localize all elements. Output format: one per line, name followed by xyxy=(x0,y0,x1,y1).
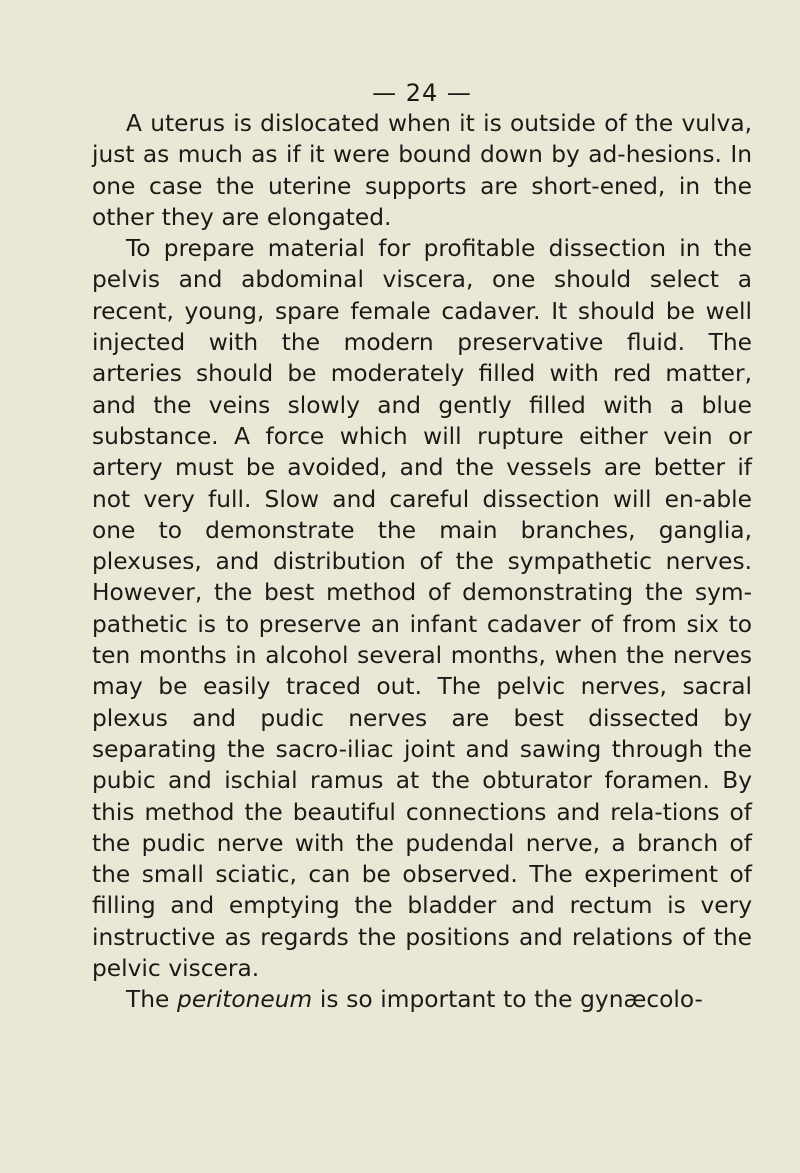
paragraph-lead: The xyxy=(126,986,178,1014)
italic-term: peritoneum xyxy=(177,986,313,1014)
paragraph xyxy=(92,984,752,1015)
paragraph: To prepare material for profitable dissection in the pelvis and abdominal viscera, one should select a recent, young, spare female cadaver. It should be well injected with the modern preservative fluid. The arteries should be moderately filled with red matter, and the veins slowly and gently filled with a blue substance. A force which will rupture either vein or artery must be avoided, and the vessels are better if not very full. Slow and careful dissection will en-able one to demonstrate the main branches, ganglia, plexuses, and distribution of the sympathetic nerves. However, the best method of demonstrating the sym-pathetic is to preserve an infant cadaver of from six to ten months in alcohol several months, when the nerves may be easily traced out. The pelvic nerves, sacral plexus and pudic nerves are best dissected by separating the sacro-iliac joint and sawing through the pubic and ischial ramus at the obturator foramen. By this method the beautiful connections and rela-tions of the pudic nerve with the pudendal nerve, a branch of the small sciatic, can be observed. The experiment of filling and emptying the bladder and rectum is very instructive as regards the positions and relations of the pelvic viscera. xyxy=(92,235,752,983)
paragraph: A uterus is dislocated when it is outside of the vulva, just as much as if it were bound down by ad-hesions. In one case the uterine supports are short-ened, in the other they are elongated. xyxy=(92,110,752,231)
body-text xyxy=(92,108,752,1016)
page-number: — 24 — xyxy=(372,79,472,107)
paragraph-rest: is so important to the gynæcolo- xyxy=(312,986,703,1014)
